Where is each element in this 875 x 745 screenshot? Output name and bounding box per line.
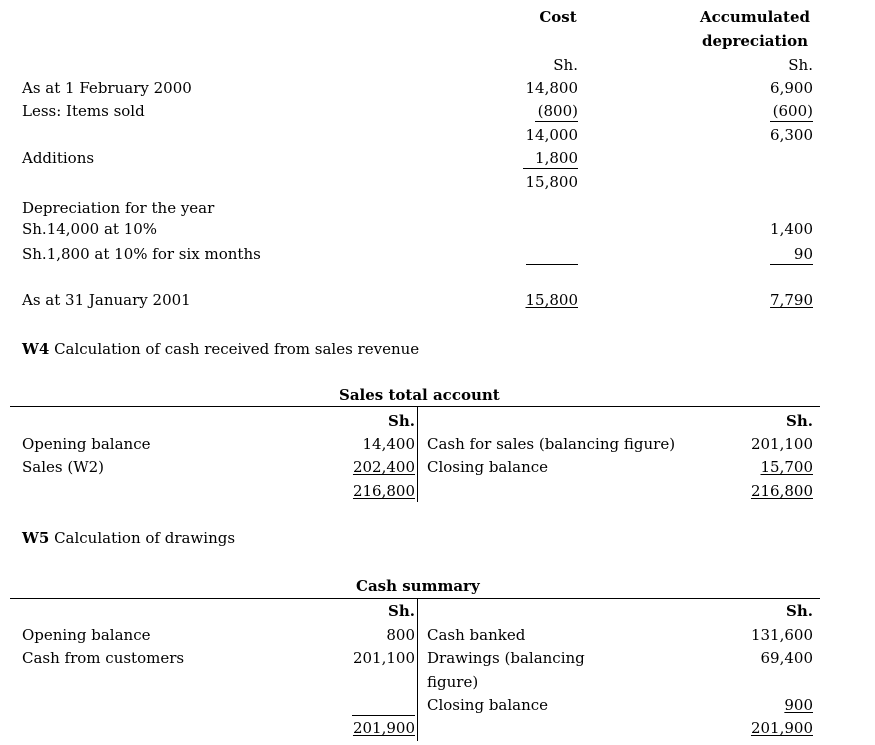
schedule-row-cost: 15,800 [525, 173, 578, 191]
credit-currency: Sh. [786, 602, 813, 620]
credit-label: Closing balance [427, 696, 549, 714]
debit-label: Opening balance [22, 626, 151, 644]
credit-label: Cash for sales (balancing figure) [427, 435, 676, 453]
credit-amount: 201,100 [750, 435, 813, 453]
debit-amount: 800 [386, 626, 415, 644]
credit-label: Closing balance [427, 458, 549, 476]
schedule-row-dep: 1,400 [770, 220, 813, 238]
credit-label: Drawings (balancing [427, 649, 585, 667]
cost-header: Cost [539, 8, 577, 26]
subtotal-rule [770, 121, 813, 122]
schedule-row-label: As at 31 January 2001 [22, 291, 191, 309]
schedule-row-label: Sh.14,000 at 10% [22, 220, 158, 238]
subtotal-rule [770, 264, 813, 265]
credit-amount: 15,700 [760, 458, 813, 476]
subtotal-rule [535, 121, 578, 122]
debit-total: 216,800 [352, 482, 415, 500]
subtotal-rule [523, 168, 578, 169]
schedule-row-label: As at 1 February 2000 [22, 79, 192, 97]
cost-currency: Sh. [553, 56, 578, 74]
schedule-total-cost: 15,800 [525, 291, 578, 309]
credit-label-continued: figure) [427, 673, 479, 691]
credit-total: 201,900 [750, 719, 813, 737]
schedule-row-dep: (600) [772, 102, 813, 120]
t-account-divider [417, 406, 418, 502]
w4-heading: W4 Calculation of cash received from sales revenue [22, 340, 420, 358]
schedule-row-label: Less: Items sold [22, 102, 145, 120]
dep-currency: Sh. [788, 56, 813, 74]
schedule-row-label: Sh.1,800 at 10% for six months [22, 245, 261, 263]
credit-total: 216,800 [750, 482, 813, 500]
debit-currency: Sh. [388, 602, 415, 620]
t-account-top-rule [10, 598, 820, 599]
debit-label: Opening balance [22, 435, 151, 453]
debit-amount: 14,400 [362, 435, 415, 453]
acc-dep-header-line1: Accumulated [700, 8, 810, 26]
credit-amount: 131,600 [750, 626, 813, 644]
debit-currency: Sh. [388, 412, 415, 430]
schedule-row-cost: (800) [537, 102, 578, 120]
subtotal-rule [526, 264, 578, 265]
debit-amount: 202,400 [352, 458, 415, 476]
schedule-total-dep: 7,790 [770, 291, 813, 309]
schedule-row-dep: 90 [793, 245, 813, 263]
schedule-row-label: Depreciation for the year [22, 199, 215, 217]
debit-total: 201,900 [352, 719, 415, 737]
t-account-top-rule [10, 406, 820, 407]
credit-label: Cash banked [427, 626, 526, 644]
acc-dep-header-line2: depreciation [701, 32, 809, 50]
w4-account-title: Sales total account [339, 386, 500, 404]
schedule-row-cost: 1,800 [535, 149, 578, 167]
debit-amount: 201,100 [352, 649, 415, 667]
w5-heading: W5 Calculation of drawings [22, 529, 236, 547]
t-account-divider [417, 598, 418, 741]
debit-label: Cash from customers [22, 649, 185, 667]
subtotal-rule [352, 715, 415, 716]
credit-amount: 69,400 [760, 649, 813, 667]
schedule-row-dep: 6,300 [770, 126, 813, 144]
schedule-row-cost: 14,800 [525, 79, 578, 97]
w5-account-title: Cash summary [356, 577, 480, 595]
schedule-row-label: Additions [22, 149, 95, 167]
schedule-row-cost: 14,000 [525, 126, 578, 144]
credit-amount: 900 [784, 696, 813, 714]
schedule-row-dep: 6,900 [770, 79, 813, 97]
debit-label: Sales (W2) [22, 458, 105, 476]
credit-currency: Sh. [786, 412, 813, 430]
